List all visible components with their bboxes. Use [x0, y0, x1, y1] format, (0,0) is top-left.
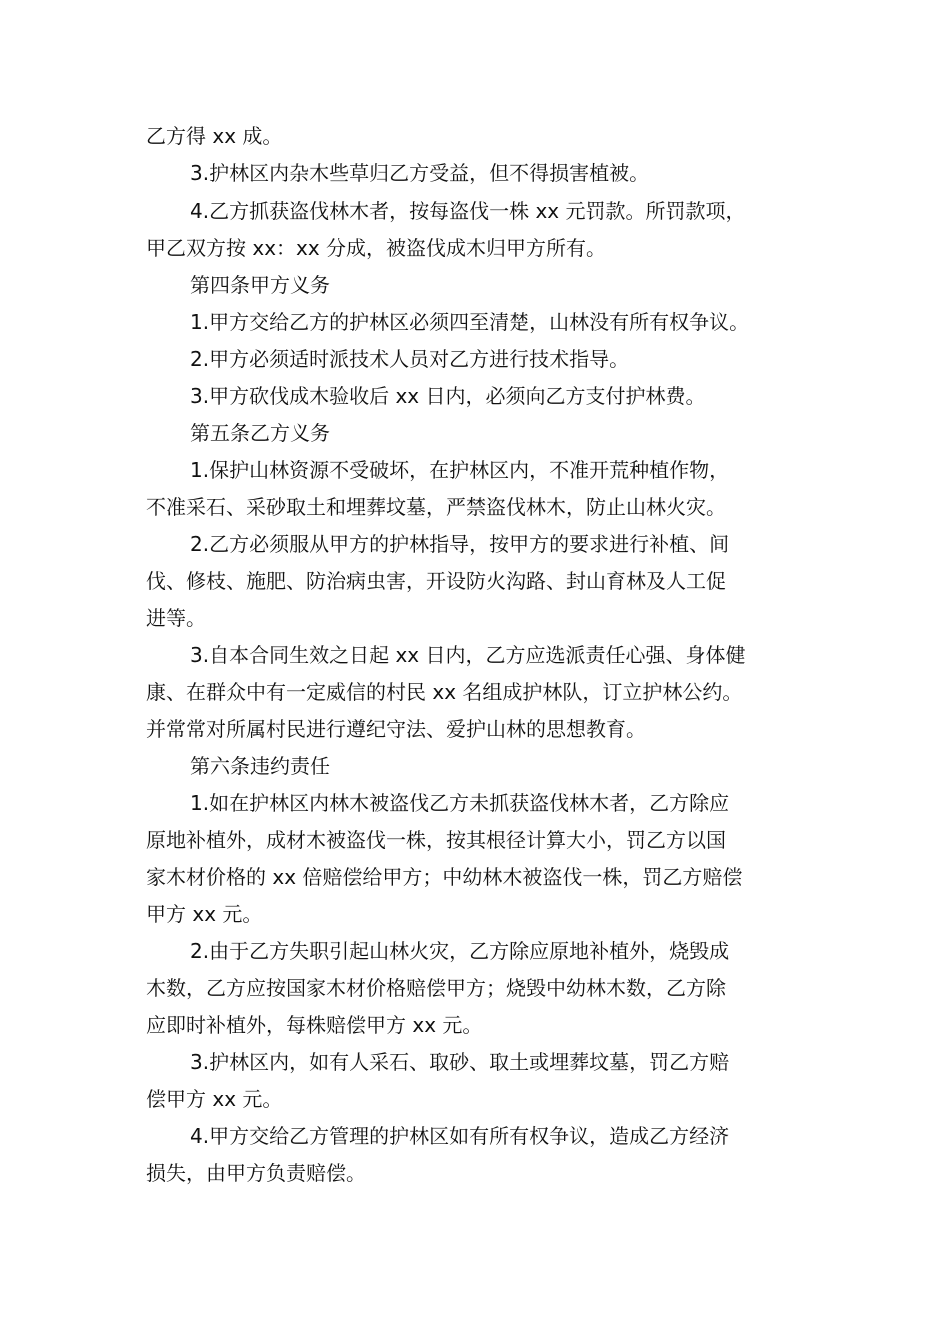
section-heading: 第六条违约责任 [190, 754, 330, 778]
text-line: 4.乙方抓获盗伐林木者，按每盗伐一株 xx 元罚款。所罚款项， [190, 199, 746, 223]
text-line: 1.甲方交给乙方的护林区必须四至清楚，山林没有所有权争议。 [190, 310, 750, 334]
text-line: 甲方 xx 元。 [146, 902, 263, 926]
text-line: 3.甲方砍伐成木验收后 xx 日内，必须向乙方支付护林费。 [190, 384, 706, 408]
text-line: 1.如在护林区内林木被盗伐乙方未抓获盗伐林木者，乙方除应 [190, 791, 730, 815]
text-line: 2.甲方必须适时派技术人员对乙方进行技术指导。 [190, 347, 630, 371]
text-line: 应即时补植外，每株赔偿甲方 xx 元。 [146, 1013, 483, 1037]
section-heading: 第五条乙方义务 [190, 421, 330, 445]
text-line: 进等。 [146, 606, 206, 630]
text-line: 家木材价格的 xx 倍赔偿给甲方；中幼林木被盗伐一株，罚乙方赔偿 [146, 865, 743, 889]
text-line: 原地补植外，成材木被盗伐一株，按其根径计算大小，罚乙方以国 [146, 828, 726, 852]
text-line: 伐、修枝、施肥、防治病虫害，开设防火沟路、封山育林及人工促 [146, 569, 726, 593]
text-line: 并常常对所属村民进行遵纪守法、爱护山林的思想教育。 [146, 717, 646, 741]
text-line: 3.护林区内，如有人采石、取砂、取土或埋葬坟墓，罚乙方赔 [190, 1050, 730, 1074]
text-line: 2.乙方必须服从甲方的护林指导，按甲方的要求进行补植、间 [190, 532, 730, 556]
text-line: 木数，乙方应按国家木材价格赔偿甲方；烧毁中幼林木数，乙方除 [146, 976, 726, 1000]
section-heading: 第四条甲方义务 [190, 273, 330, 297]
text-line: 4.甲方交给乙方管理的护林区如有所有权争议，造成乙方经济 [190, 1124, 730, 1148]
text-line: 2.由于乙方失职引起山林火灾，乙方除应原地补植外，烧毁成 [190, 939, 730, 963]
text-line: 乙方得 xx 成。 [146, 124, 283, 148]
text-line: 偿甲方 xx 元。 [146, 1087, 283, 1111]
text-line: 甲乙双方按 xx：xx 分成，被盗伐成木归甲方所有。 [146, 236, 607, 260]
text-line: 康、在群众中有一定威信的村民 xx 名组成护林队，订立护林公约。 [146, 680, 743, 704]
text-line: 3.自本合同生效之日起 xx 日内，乙方应选派责任心强、身体健 [190, 643, 746, 667]
text-line: 1.保护山林资源不受破坏，在护林区内，不准开荒种植作物， [190, 458, 730, 482]
text-line: 不准采石、采砂取土和埋葬坟墓，严禁盗伐林木，防止山林火灾。 [146, 495, 726, 519]
text-line: 3.护林区内杂木些草归乙方受益，但不得损害植被。 [190, 161, 650, 185]
text-line: 损失，由甲方负责赔偿。 [146, 1161, 366, 1185]
